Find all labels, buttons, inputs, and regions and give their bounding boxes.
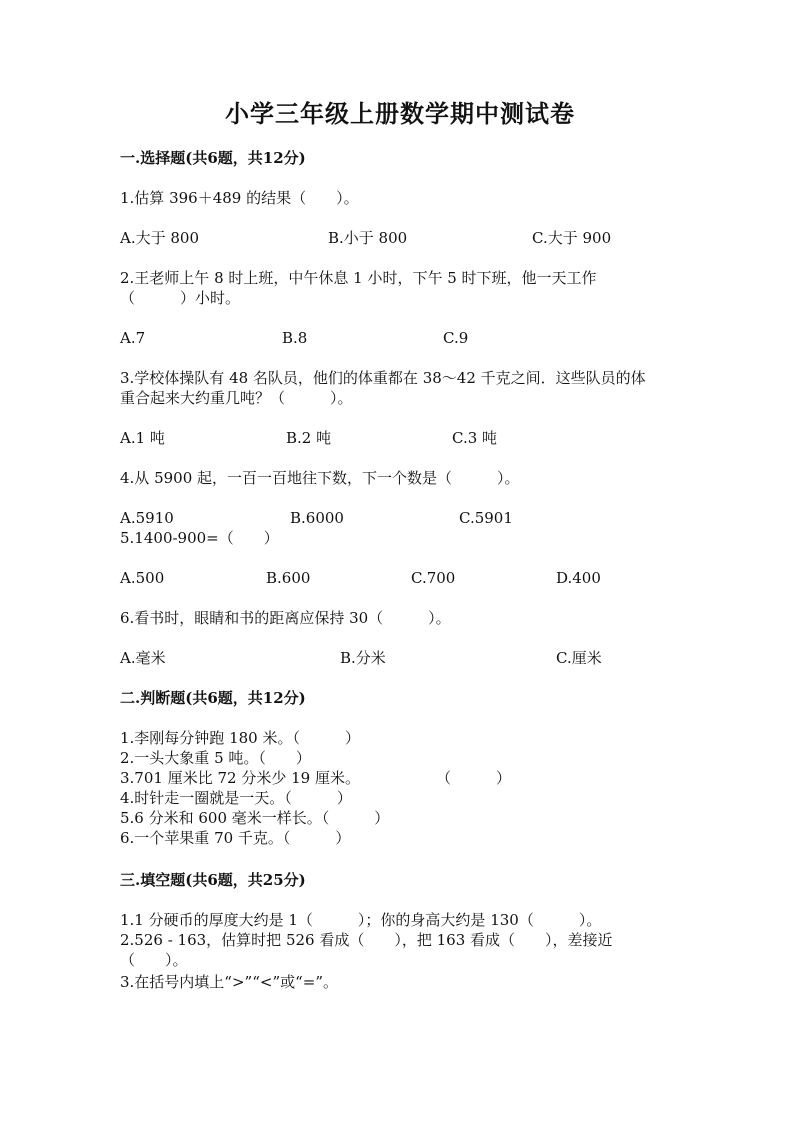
option-a: A.毫米 [120,649,166,667]
section-heading-choice: 一.选择题(共6题，共12分) [120,149,306,167]
page-title: 小学三年级上册数学期中测试卷 [225,99,575,128]
option-c: C.700 [411,569,456,587]
question-stem: 1.估算 396＋489 的结果（ ）。 [120,189,359,207]
option-c: C.5901 [459,509,513,527]
judge-item: 4.时针走一圈就是一天。（ ） [120,789,352,807]
option-b: B.2 吨 [286,429,332,447]
fill-item-cont: （ ）。 [120,951,188,969]
fill-item: 1.1 分硬币的厚度大约是 1（ ）；你的身高大约是 130（ ）。 [120,911,602,929]
option-a: A.大于 800 [120,229,199,247]
option-b: B.8 [282,329,308,347]
question-stem: 3.学校体操队有 48 名队员，他们的体重都在 38～42 千克之间．这些队员的体 [120,369,646,387]
judge-item: 2.一头大象重 5 吨。（ ） [120,749,311,767]
option-c: C.大于 900 [532,229,612,247]
option-a: A.500 [120,569,165,587]
fill-item: 3.在括号内填上“>”“<”或“=”。 [120,973,339,991]
judge-item-paren: （ ） [436,769,512,787]
question-stem-cont: 重合起来大约重几吨？（ ）。 [120,389,353,407]
question-stem: 2.王老师上午 8 时上班，中午休息 1 小时，下午 5 时下班，他一天工作 [120,269,597,287]
judge-item: 5.6 分米和 600 毫米一样长。（ ） [120,809,390,827]
option-c: C.厘米 [556,649,602,667]
option-b: B.分米 [340,649,386,667]
option-b: B.小于 800 [328,229,408,247]
option-a: A.7 [120,329,146,347]
question-stem-cont: （ ）小时。 [120,289,241,307]
option-d: D.400 [556,569,601,587]
option-b: B.600 [266,569,311,587]
section-heading-fill: 三.填空题(共6题，共25分) [120,871,306,889]
fill-item: 2.526 - 163，估算时把 526 看成（ ），把 163 看成（ ），差接近 [120,931,613,949]
judge-item: 3.701 厘米比 72 分米少 19 厘米。 [120,769,360,787]
option-a: A.1 吨 [120,429,165,447]
option-b: B.6000 [290,509,344,527]
option-a: A.5910 [120,509,174,527]
option-c: C.3 吨 [452,429,498,447]
question-stem: 6.看书时，眼睛和书的距离应保持 30（ ）。 [120,609,451,627]
option-c: C.9 [443,329,469,347]
section-heading-judge: 二.判断题(共6题，共12分) [120,689,306,707]
judge-item: 6.一个苹果重 70 千克。（ ） [120,829,351,847]
judge-item: 1.李刚每分钟跑 180 米。（ ） [120,729,360,747]
question-stem: 5.1400-900=（ ） [120,529,279,547]
question-stem: 4.从 5900 起，一百一百地往下数，下一个数是（ ）。 [120,469,520,487]
